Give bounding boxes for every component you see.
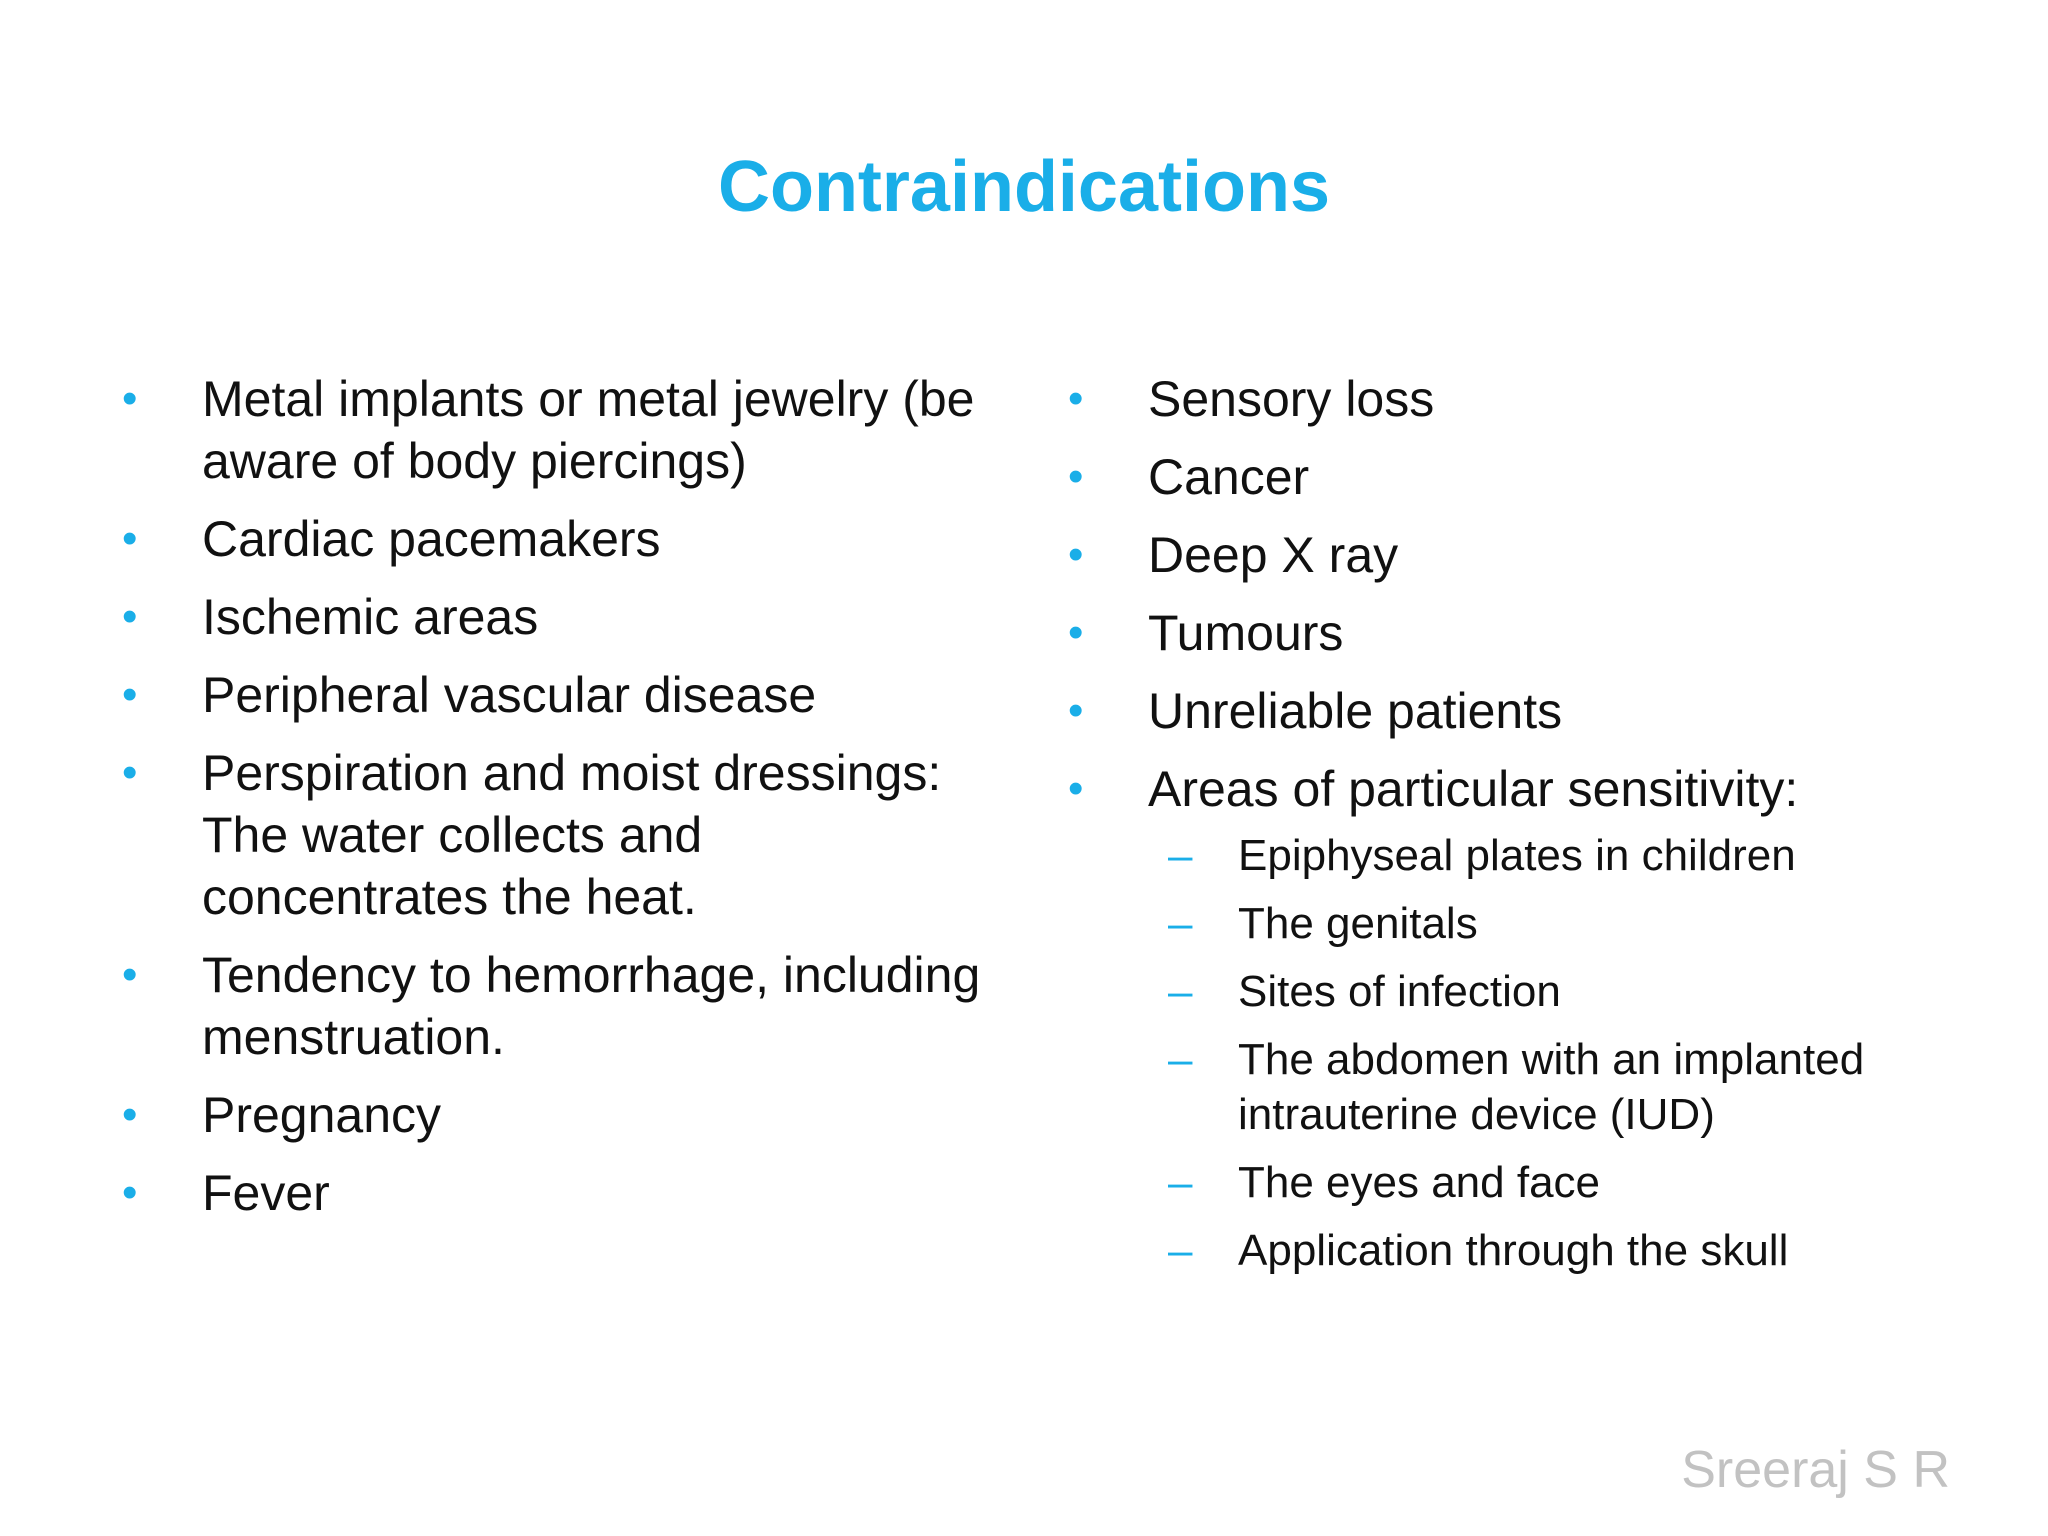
sublist-item	[1168, 1155, 1968, 1210]
list-item	[122, 1162, 1002, 1224]
list-item	[122, 664, 1002, 726]
bullet-icon: •	[122, 514, 138, 563]
bullet-icon: •	[122, 374, 138, 423]
sublist-item-text: The genitals	[1238, 899, 1478, 948]
list-item-text: Deep X ray	[1148, 527, 1399, 583]
list-item	[1068, 758, 1968, 1278]
sublist-item	[1168, 896, 1968, 951]
sublist-item-text: Sites of infection	[1238, 967, 1561, 1016]
dash-icon: –	[1168, 831, 1193, 880]
list-item-text: Fever	[202, 1165, 330, 1221]
slide-title: Contraindications	[717, 147, 1331, 227]
bullet-icon: •	[122, 1090, 138, 1139]
dash-icon: –	[1168, 967, 1193, 1016]
list-item-text: Metal implants or metal jewelry (be aware of body piercings)	[202, 371, 975, 489]
list-item	[1068, 446, 1968, 508]
sublist-item	[1168, 1223, 1968, 1278]
sublist-item	[1168, 1032, 1968, 1142]
sensitivity-sublist	[1168, 828, 1968, 1278]
dash-icon: –	[1168, 1158, 1193, 1207]
bullet-icon: •	[1068, 530, 1084, 579]
list-item-text: Sensory loss	[1148, 371, 1435, 427]
list-item	[122, 742, 1002, 928]
bullet-icon: •	[1068, 452, 1084, 501]
sublist-item-text: Application through the skull	[1238, 1226, 1789, 1275]
list-item-text: Unreliable patients	[1148, 683, 1563, 739]
bullet-icon: •	[1068, 764, 1084, 813]
bullet-icon: •	[1068, 374, 1084, 423]
right-bullet-list	[1068, 368, 1968, 1294]
bullet-icon: •	[122, 950, 138, 999]
sublist-item-text: The eyes and face	[1238, 1158, 1601, 1207]
list-item-text: Cancer	[1148, 449, 1310, 505]
dash-icon: –	[1168, 1035, 1193, 1084]
left-bullet-list	[122, 368, 1002, 1240]
list-item	[122, 508, 1002, 570]
list-item-text: Perspiration and moist dressings: The water collects and concentrates the heat.	[202, 745, 942, 925]
list-item	[122, 944, 1002, 1068]
list-item	[1068, 368, 1968, 430]
sublist-item	[1168, 828, 1968, 883]
watermark: Sreeraj S R	[1681, 1441, 1950, 1499]
list-item-text: Cardiac pacemakers	[202, 511, 661, 567]
list-item-text: Areas of particular sensitivity:	[1148, 761, 1799, 817]
list-item	[1068, 680, 1968, 742]
list-item	[122, 1084, 1002, 1146]
list-item-text: Ischemic areas	[202, 589, 539, 645]
dash-icon: –	[1168, 1226, 1193, 1275]
bullet-icon: •	[122, 670, 138, 719]
dash-icon: –	[1168, 899, 1193, 948]
list-item-text: Pregnancy	[202, 1087, 442, 1143]
list-item-text: Tumours	[1148, 605, 1344, 661]
sublist-item-text: The abdomen with an implanted intrauterine device (IUD)	[1238, 1035, 1865, 1139]
bullet-icon: •	[1068, 608, 1084, 657]
list-item-text: Peripheral vascular disease	[202, 667, 817, 723]
bullet-icon: •	[122, 1168, 138, 1217]
list-item-text: Tendency to hemorrhage, including menstruation.	[202, 947, 981, 1065]
sublist-item	[1168, 964, 1968, 1019]
list-item	[1068, 602, 1968, 664]
list-item	[122, 368, 1002, 492]
bullet-icon: •	[122, 748, 138, 797]
list-item	[1068, 524, 1968, 586]
sublist-item-text: Epiphyseal plates in children	[1238, 831, 1796, 880]
bullet-icon: •	[122, 592, 138, 641]
bullet-icon: •	[1068, 686, 1084, 735]
list-item	[122, 586, 1002, 648]
